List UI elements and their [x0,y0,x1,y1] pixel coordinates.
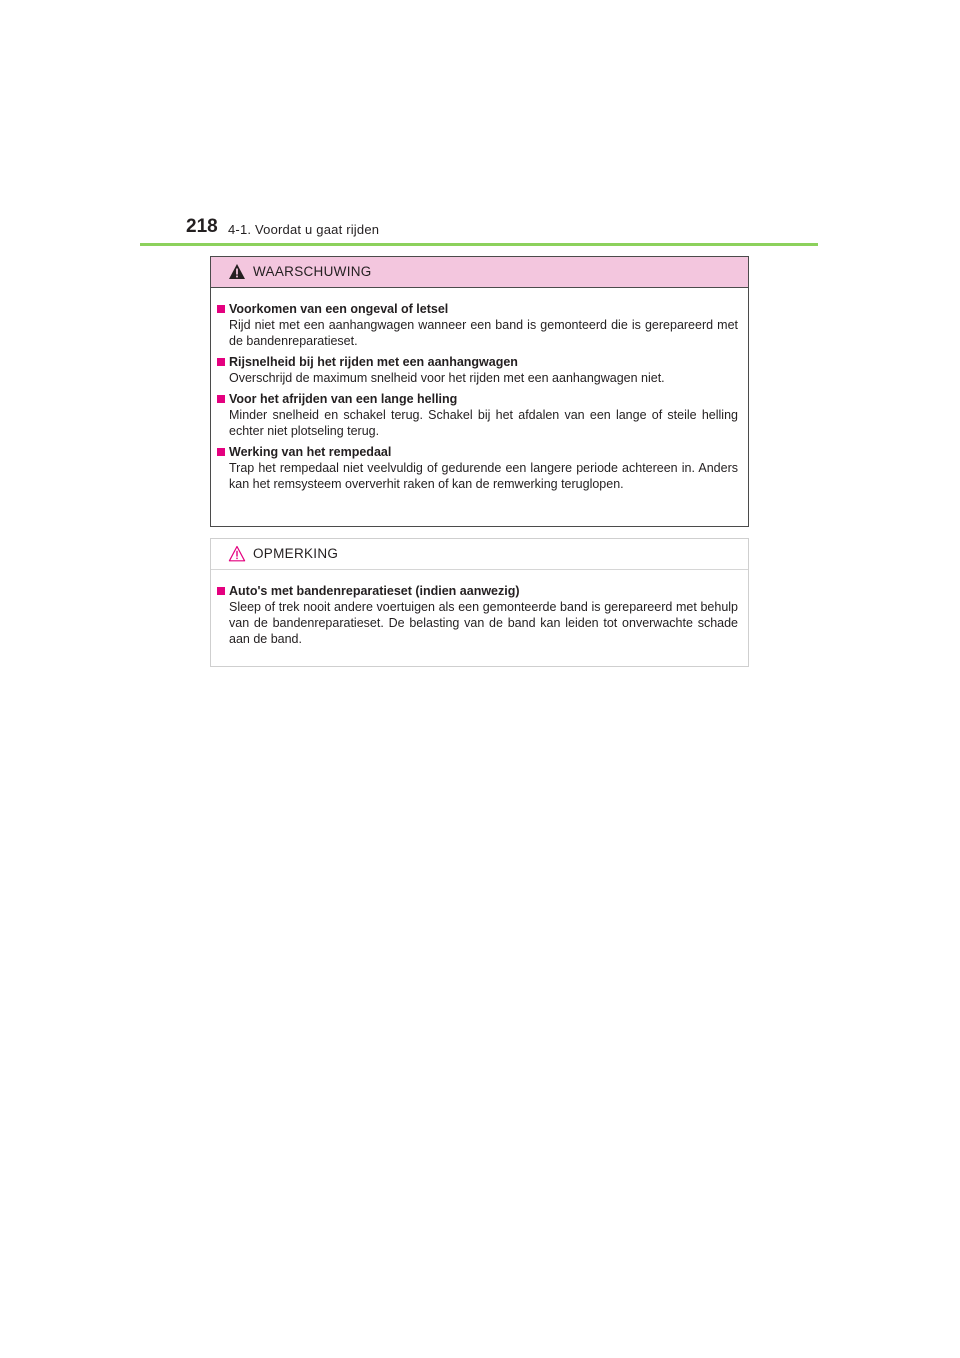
item-heading: Voorkomen van een ongeval of letsel [229,302,449,316]
item-body: Overschrijd de maximum snelheid voor het rijden met een aanhangwagen niet. [229,371,665,385]
warning-item [217,444,738,492]
header-rule [140,243,818,246]
notice-title: OPMERKING [253,546,339,561]
notice-triangle-icon [228,545,246,562]
item-body: Minder snelheid en schakel terug. Schakel bij het afdalen van een lange of steile helling echter niet plotseling terug. [229,408,738,438]
square-bullet-icon [217,305,225,313]
item-heading: Werking van het rempedaal [229,445,392,459]
item-heading: Rijsnelheid bij het rijden met een aanhangwagen [229,355,518,369]
section-title: 4-1. Voordat u gaat rijden [228,222,380,237]
warning-header [211,257,748,288]
item-body: Trap het rempedaal niet veelvuldig of gedurende een langere periode achtereen in. Anders kan het remsysteem oververhit raken of kan de remwerking teruglopen. [229,461,738,491]
item-heading: Voor het afrijden van een lange helling [229,392,458,406]
notice-item [217,583,738,647]
item-heading: Auto's met bandenreparatieset (indien aanwezig) [229,584,520,598]
notice-box [210,538,749,667]
square-bullet-icon [217,448,225,456]
page-header [140,216,820,246]
warning-triangle-icon [228,263,246,280]
notice-items [217,583,738,652]
item-body: Rijd niet met een aanhangwagen wanneer een band is gemonteerd die is gerepareerd met de bandenreparatieset. [229,318,738,348]
square-bullet-icon [217,587,225,595]
page-number: 218 [186,216,218,237]
square-bullet-icon [217,358,225,366]
warning-title: WAARSCHUWING [253,264,372,279]
warning-box [210,256,749,527]
warning-items [217,301,738,497]
warning-item [217,301,738,349]
warning-item [217,354,738,386]
square-bullet-icon [217,395,225,403]
item-body: Sleep of trek nooit andere voertuigen als een gemonteerde band is gerepareerd met behulp van de bandenreparatieset. De belasting van de band kan leiden tot onverwachte schade aan de band. [229,600,738,646]
warning-item [217,391,738,439]
notice-header [211,539,748,570]
